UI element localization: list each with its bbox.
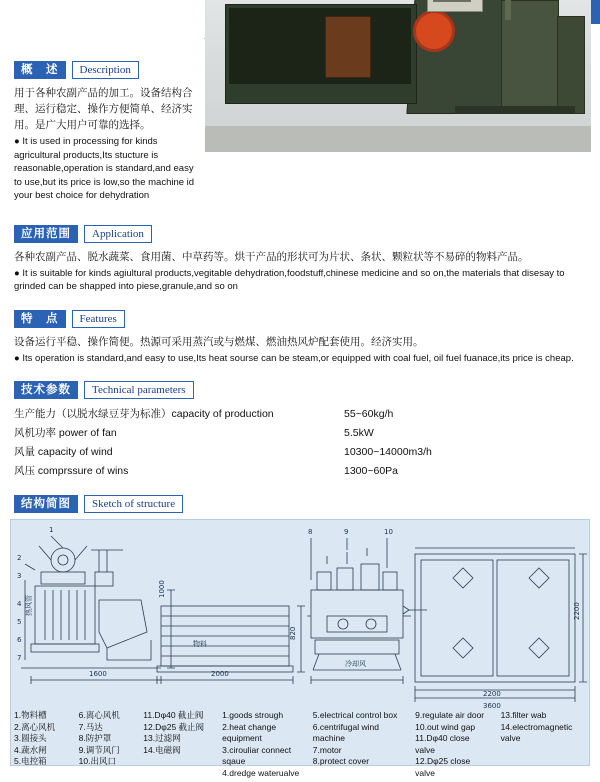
sketch-label-cn: 结构简图 — [14, 495, 78, 513]
dim-2200: 2200 — [483, 690, 501, 698]
legend-column-1 — [14, 710, 79, 779]
sketch-legend — [14, 710, 586, 779]
callout-10: 10 — [384, 528, 393, 536]
features-heading — [14, 310, 600, 328]
label-materials: 物料 — [193, 640, 207, 648]
label-hot-air: 热风管 — [25, 595, 33, 616]
list-item: 11.Dφ40 close valve — [415, 733, 470, 755]
technical-label-en: Technical parameters — [84, 381, 194, 399]
description-label-en: Description — [72, 61, 139, 79]
list-item: 11.Dφ40 截止阀 — [143, 710, 204, 720]
legend-column-6 — [415, 710, 500, 779]
application-label-cn: 应用范围 — [14, 225, 78, 243]
list-item: 12.Dφ25 close valve — [415, 756, 471, 778]
table-row — [14, 424, 574, 443]
section-application — [0, 225, 600, 294]
legend-column-2 — [79, 710, 144, 779]
sketch-heading — [14, 495, 600, 513]
legend-column-4 — [222, 710, 313, 779]
callout-5: 5 — [17, 618, 22, 626]
description-text-cn: 用于各种农副产品的加工。设备结构合理、运行稳定、操作方便简单、经济实用。是广大用户可靠的选择。 — [14, 87, 193, 131]
list-item: 10.出风口 — [78, 756, 116, 766]
application-label-en: Application — [84, 225, 152, 243]
callout-3: 3 — [17, 572, 22, 580]
description-text-en: ● It is used in processing for kinds agricultural products,Its stucture is reasonable,operation is standard,and easy to use,but its price is low,so the machine id your best choice for dehydration — [14, 136, 195, 201]
machine-body-inner — [229, 8, 411, 84]
table-row — [14, 443, 574, 462]
technical-heading — [14, 381, 600, 399]
list-item: 7.马达 — [78, 721, 103, 732]
application-text-en: ● It is suitable for kinds agiultural products,vegitable dehydration,foodstuff,chinese medicine and so on,the materials that disesay to grinded can be shapped into piese,granule,and so on — [14, 267, 565, 292]
list-item: 1.goods strough — [222, 710, 284, 720]
list-item: 3.cirouliar connect sqaue — [222, 744, 292, 766]
section-technical — [0, 381, 600, 481]
legend-column-3 — [143, 710, 222, 779]
technical-params-table — [14, 405, 574, 481]
application-text-cn: 各种农副产品、脱水蔬菜、食用菌、中草药等。烘干产品的形状可为片状、条状、颗粒状等不易碎的物料产品。 — [14, 250, 529, 263]
machine-fan-wheel — [413, 10, 455, 52]
list-item: 2.heat change equipment — [222, 721, 277, 743]
callout-6: 6 — [17, 636, 22, 644]
legend-column-7 — [501, 710, 586, 779]
callout-2: 2 — [17, 554, 22, 562]
param-label: 风量 capacity of wind — [14, 446, 113, 458]
list-item: 6.centrifugal wind machine — [312, 721, 379, 743]
list-item: 6.离心风机 — [78, 710, 120, 720]
application-heading — [14, 225, 600, 243]
list-item: 14.electromagnetic valve — [500, 721, 573, 743]
sketch-label-en: Sketch of structure — [84, 495, 183, 513]
callout-9: 9 — [344, 528, 349, 536]
list-item: 3.圆接头 — [14, 733, 47, 743]
list-item: 7.motor — [312, 744, 342, 755]
technical-label-cn: 技术参数 — [14, 381, 78, 399]
param-value: 10300~14000m3/h — [344, 446, 432, 458]
callout-4: 4 — [17, 600, 22, 608]
list-item: 9.调节风门 — [78, 744, 120, 755]
control-box — [427, 0, 483, 12]
list-item: 12.Dφ25 截止阀 — [143, 721, 205, 732]
param-label: 风机功率 power of fan — [14, 427, 117, 439]
list-item: 2.离心风机 — [14, 721, 56, 732]
list-item: 5.electrical control box — [312, 710, 398, 720]
features-label-en: Features — [72, 310, 125, 328]
list-item: 13.filter wab — [500, 710, 547, 720]
table-row — [14, 405, 574, 424]
list-item: 8.防护罩 — [78, 733, 112, 743]
list-item: 4.蔬水闸 — [14, 744, 47, 755]
machine-pipe-vertical — [505, 0, 511, 20]
features-text-en: ● Its operation is standard,and easy to use,Its heat sourse can be steam,or equipped with coal fuel, oil fuel fuanace,its price is cheap. — [14, 352, 574, 364]
list-item: 13.过滤网 — [143, 733, 181, 743]
param-label: 风压 comprssure of wins — [14, 465, 129, 477]
dim-2200b: 2200 — [573, 602, 581, 620]
dim-820: 820 — [289, 626, 297, 640]
section-features — [0, 310, 600, 366]
machine-stand — [455, 106, 575, 114]
description-label-cn: 概 述 — [14, 61, 66, 79]
label-cooling-air: 冷却风 — [345, 660, 366, 668]
param-value: 55~60kg/h — [344, 408, 394, 420]
table-row — [14, 462, 574, 481]
machine-panel — [325, 16, 371, 78]
callout-1: 1 — [49, 526, 54, 534]
param-value: 1300~60Pa — [344, 465, 399, 477]
legend-column-5 — [313, 710, 415, 779]
dim-3600: 3600 — [483, 702, 501, 710]
list-item: 4.dredge waterualve — [222, 767, 300, 778]
list-item: 5.电控箱 — [14, 756, 47, 766]
dim-2000: 2000 — [211, 670, 229, 678]
param-label: 生产能力（以脱水绿豆芽为标准）capacity of production — [14, 408, 274, 420]
photo-ground — [205, 126, 591, 152]
features-label-cn: 特 点 — [14, 310, 66, 328]
list-item: 10.out wind gap — [415, 721, 476, 732]
product-photo — [205, 0, 591, 152]
features-text-cn: 设备运行平稳、操作简便。热源可采用蒸汽或与燃煤、燃油热风炉配套使用。经济实用。 — [14, 335, 424, 348]
list-item: 1.物料槽 — [14, 710, 47, 720]
dim-1000: 1000 — [158, 580, 166, 598]
list-item: 14.电磁阀 — [143, 744, 181, 755]
callout-7: 7 — [17, 654, 22, 662]
machine-door-2 — [557, 16, 585, 114]
list-item: 8.protect cover — [312, 756, 370, 766]
list-item: 9.regulate air door — [415, 710, 485, 720]
callout-8: 8 — [308, 528, 313, 536]
dim-1600: 1600 — [89, 670, 107, 678]
param-value: 5.5kW — [344, 427, 374, 439]
